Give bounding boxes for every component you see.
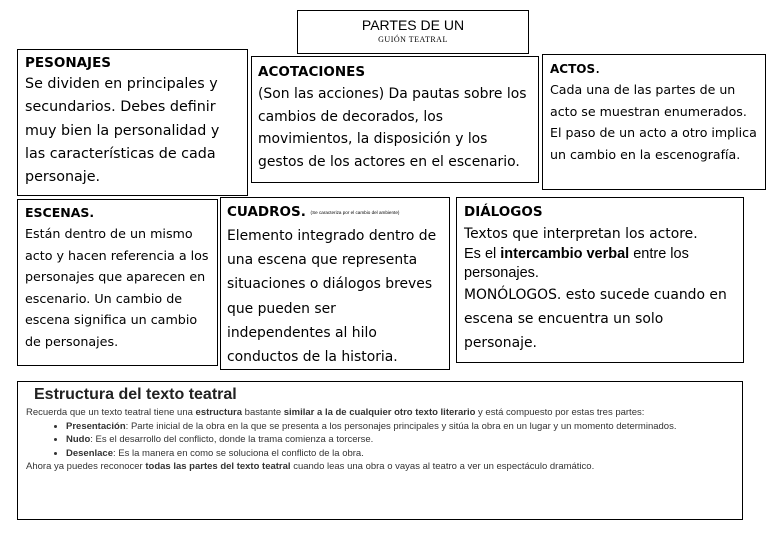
list-item-presentacion <box>66 421 734 433</box>
actos-heading-period: . <box>595 58 601 77</box>
dialogos-line2-pre: Es el <box>464 246 501 262</box>
escenas-text: Están dentro de un mismo acto y hacen referencia a los personajes que aparecen en escenario. Un cambio de escena significa un cambio de personajes. <box>25 226 209 349</box>
estructura-intro-bold2: similar a la de cualquier otro texto literario <box>283 407 476 418</box>
estructura-intro-pre: Recuerda que un texto teatral tiene una <box>26 407 196 418</box>
actos-heading: ACTOS <box>550 62 596 76</box>
personajes-heading: PESONAJES <box>25 55 112 71</box>
estructura-box <box>17 381 743 520</box>
escenas-heading: ESCENAS. <box>25 205 95 220</box>
title-box <box>297 10 529 54</box>
title-subtitle: GUIÓN TEATRAL <box>378 35 448 44</box>
personajes-box <box>17 49 248 196</box>
acotaciones-text: (Son las acciones) Da pautas sobre los cambios de decorados, los movimientos, la disposición y los gestos de los actores en el escenario. <box>258 86 527 170</box>
estructura-intro <box>26 407 734 419</box>
estructura-intro-bold1: estructura <box>195 407 243 418</box>
list-item-text: : Es la manera en como se soluciona el conflicto de la obra. <box>113 447 364 459</box>
estructura-outro-pre: Ahora ya puedes reconocer <box>26 461 146 473</box>
cuadros-heading: CUADROS. <box>227 204 306 220</box>
estructura-intro-mid: bastante <box>242 407 284 418</box>
estructura-outro-post: cuando leas una obra o vayas al teatro a ver un espectáculo dramático. <box>290 461 595 473</box>
list-item-term: Nudo <box>66 434 91 446</box>
cuadros-note: (Se caracteriza por el cambio del ambiente) <box>310 210 400 215</box>
list-item-text: : Es el desarrollo del conflicto, donde la trama comienza a torcerse. <box>90 434 374 446</box>
dialogos-line2-bold: intercambio verbal <box>500 246 630 262</box>
dialogos-line1: Textos que interpretan los actore. <box>464 226 698 242</box>
actos-text: Cada una de las partes de un acto se muestran enumerados. El paso de un acto a otro implica un cambio en la escenografía. <box>550 82 757 162</box>
estructura-heading: Estructura del texto teatral <box>34 386 237 403</box>
list-item-term: Desenlace <box>66 447 114 459</box>
dialogos-line2 <box>464 245 736 283</box>
escenas-box <box>17 199 218 366</box>
actos-box <box>542 54 766 190</box>
list-item-desenlace <box>66 448 734 460</box>
list-item-term: Presentación <box>66 420 126 432</box>
cuadros-text: Elemento integrado dentro de una escena que representa situaciones o diálogos breves que pueden ser independentes al hilo conductos de la historia. <box>227 228 437 366</box>
estructura-outro-bold: todas las partes del texto teatral <box>145 461 291 473</box>
acotaciones-box <box>251 56 539 183</box>
title-main: PARTES DE UN <box>361 17 465 33</box>
acotaciones-heading: ACOTACIONES <box>258 64 366 80</box>
dialogos-heading: DIÁLOGOS <box>464 204 543 220</box>
cuadros-box <box>220 197 450 370</box>
dialogos-line2-post: entre los personajes. <box>464 246 689 281</box>
dialogos-monologos: MONÓLOGOS. esto sucede cuando en escena se encuentra un solo personaje. <box>464 287 727 351</box>
estructura-outro <box>26 461 734 473</box>
list-item-text: : Parte inicial de la obra en la que se presenta a los personajes principales y sitúa la obra en un lugar y un momento determinados. <box>125 420 677 432</box>
estructura-intro-post: y está compuesto por estas tres partes: <box>475 407 645 418</box>
personajes-text: Se dividen en principales y secundarios. Debes definir muy bien la personalidad y las características de cada personaje. <box>25 76 220 186</box>
dialogos-box <box>456 197 744 363</box>
list-item-nudo <box>66 434 734 446</box>
estructura-list <box>26 421 734 460</box>
